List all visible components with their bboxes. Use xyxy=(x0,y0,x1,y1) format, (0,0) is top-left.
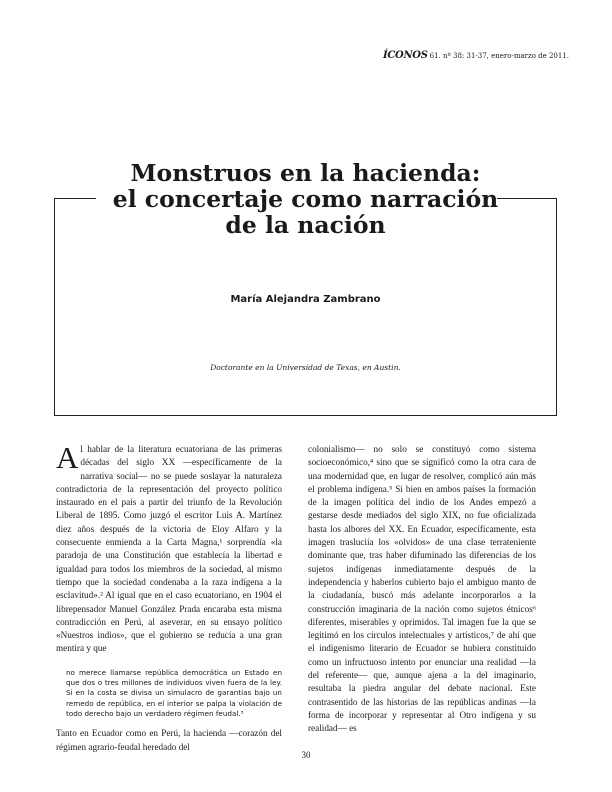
right-paragraph: colonialismo— no solo se constituyó como sistema socioeconómico,⁴ sino que se significó como la otra cara de una modernidad que, en lugar de resolver, complicó aún más el problema indígena.⁵ Si bien en ambos países la formación de la imagen política del indio de los Andes empezó a gestarse desde mediados del siglo XIX, no fue oficializada hasta los albores del XX. En Ecuador, específicamente, esta imagen trasluciía los «olvidos» de una clase terrateniente dominante que, tras haber difuminado las diferencias de los sujetos indígenas inmediatamente después de la independencia y haberlos cubierto bajo el ambiguo manto de la ciudadanía, buscó más adelante incorporarlos a la construcción imaginaria de la nación como sujetos étnicos⁶ diferentes, miserables y oprimidos. Tal imagen fue la que se legitimó en los círculos intelectuales y artísticos,⁷ de ahí que el indigenismo literario de Ecuador se hubiera constituido como un infructuoso intento por enunciar una realidad —la del referente— que, aunque ajena a la del imaginario, resultaba la piedra angular del debate nacional. Este contrasentido de las historias de las repúblicas andinas —la forma de incorporar y representar al Otro indígena y su realidad— es xyxy=(308,444,536,734)
right-column xyxy=(308,443,536,736)
left-column xyxy=(56,440,282,754)
left-paragraph-1 xyxy=(56,440,282,656)
frame-bottom-rule xyxy=(54,415,557,416)
journal-citation: 61. nº 38: 31-37, enero-marzo de 2011. xyxy=(429,51,570,60)
block-quote: no merece llamarse república democrática un Estado en que dos o tres millones de individuos viven fuera de la ley. Si en la costa se divisa un simulacro de garantías bajo un remedo de república, en el interior se palpa la violación de todo derecho bajo un verdadero régimen feudal.³ xyxy=(66,667,282,718)
drop-cap: A xyxy=(56,440,79,475)
title-line-2: el concertaje como narración xyxy=(112,185,499,213)
title-line-1: Monstruos en la hacienda: xyxy=(130,159,481,187)
author-name: María Alejandra Zambrano xyxy=(230,294,381,305)
running-header xyxy=(383,50,570,61)
journal-logo: ÍCONOS xyxy=(383,50,428,61)
page-number: 30 xyxy=(301,750,311,760)
title-line-3: de la nación xyxy=(225,211,386,239)
left-paragraph-1-text: l hablar de la literatura ecuatoriana de las primeras décadas del siglo XX —específicamente de la narrativa social— no se puede soslayar la naturaleza contradictoria de la representación del proyecto político instaurado en el país a partir del triunfo de la Revolución Liberal de 1895. Como juzgó el escritor Luis A. Martínez diez años después de la victoria de Eloy Alfaro y la consecuente enmienda a la Carta Magna,¹ sorprendía «la paradoja de una Constitución que establecía la libertad e igualdad para todos los miembros de la sociedad, al mismo tiempo que la sociedad condenaba a la raza indígena a la esclavitud».² Al igual que en el caso ecuatoriano, en 1904 el librepensador Manuel González Prada encaraba esta misma contradicción en Perú, al aseverar, en su ensayo político «Nuestros indios», que el gobierno se reducía a una gran mentira y que xyxy=(56,444,282,654)
author-affiliation: Doctorante en la Universidad de Texas, en Austin. xyxy=(210,363,401,372)
left-paragraph-2: Tanto en Ecuador como en Perú, la hacienda —corazón del régimen agrario-feudal heredado del xyxy=(56,728,282,752)
article-title xyxy=(54,160,557,238)
